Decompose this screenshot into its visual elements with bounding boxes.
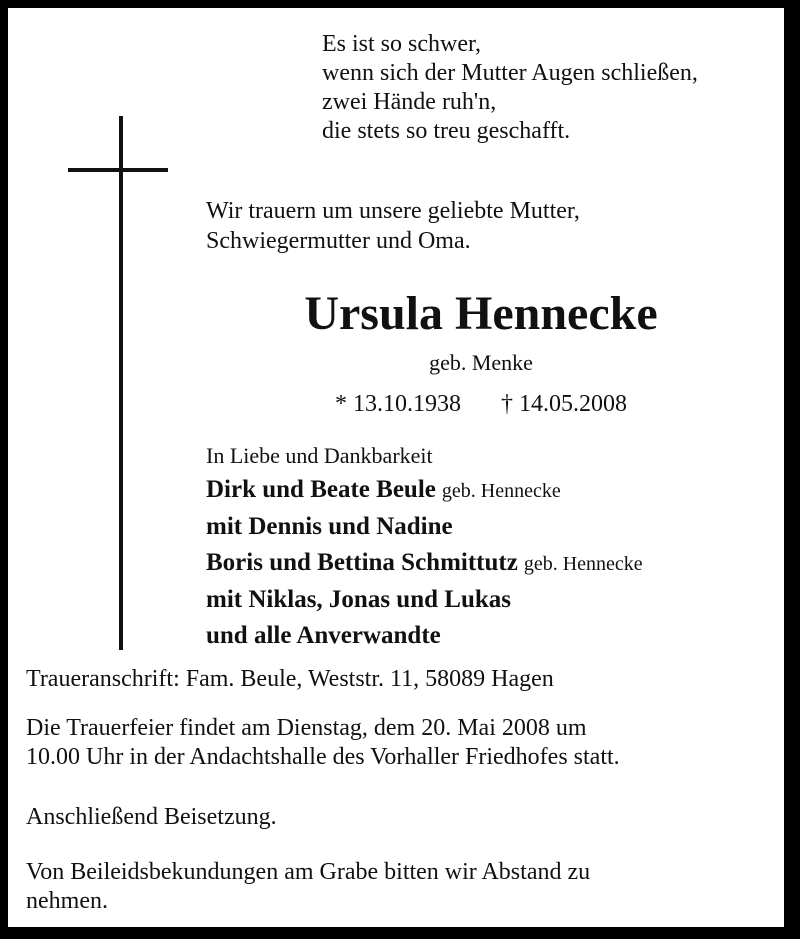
list-item — [206, 618, 643, 654]
mourner-name: Dirk und Beate Beule — [206, 476, 436, 503]
mourner-name: und alle Anverwandte — [206, 622, 441, 649]
mourning-address: Traueranschrift: Fam. Beule, Weststr. 11, 58089 Hagen — [26, 666, 554, 692]
list-item — [206, 545, 643, 582]
mourner-note: geb. Hennecke — [523, 553, 643, 575]
list-item — [206, 509, 643, 545]
poem — [322, 30, 698, 146]
ceremony-line: 10.00 Uhr in der Andachtshalle des Vorhaller Friedhofes statt. — [26, 744, 620, 770]
burial-info: Anschließend Beisetzung. — [26, 804, 277, 830]
poem-line: die stets so treu geschafft. — [322, 118, 571, 144]
list-item — [206, 582, 643, 618]
mourner-note: geb. Hennecke — [441, 480, 561, 502]
deceased-name: Ursula Hennecke — [304, 287, 658, 340]
mourners-intro: In Liebe und Dankbarkeit — [206, 443, 433, 468]
mourner-name: mit Dennis und Nadine — [206, 513, 453, 540]
condolence-line: nehmen. — [26, 888, 108, 914]
maiden-name: geb. Menke — [429, 350, 533, 375]
mourner-name: Boris und Bettina Schmittutz — [206, 549, 518, 576]
birth-date: * 13.10.1938 — [335, 391, 461, 417]
mourning-intro — [206, 196, 580, 256]
intro-line: Wir trauern um unsere geliebte Mutter, — [206, 198, 580, 224]
obituary-notice — [8, 8, 784, 927]
death-date: † 14.05.2008 — [501, 391, 627, 417]
cross-icon — [119, 116, 123, 650]
life-dates — [8, 391, 784, 418]
ceremony-line: Die Trauerfeier findet am Dienstag, dem 20. Mai 2008 um — [26, 715, 587, 741]
poem-line: wenn sich der Mutter Augen schließen, — [322, 60, 698, 86]
list-item — [206, 472, 643, 509]
poem-line: zwei Hände ruh'n, — [322, 89, 497, 115]
condolence-line: Von Beileidsbekundungen am Grabe bitten wir Abstand zu — [26, 859, 591, 885]
poem-line: Es ist so schwer, — [322, 31, 482, 57]
cross-icon-bar — [68, 168, 168, 172]
condolence-note — [26, 858, 590, 916]
mourner-name: mit Niklas, Jonas und Lukas — [206, 586, 511, 613]
intro-line: Schwiegermutter und Oma. — [206, 228, 471, 254]
ceremony-info — [26, 714, 620, 772]
mourners-list — [206, 440, 643, 654]
